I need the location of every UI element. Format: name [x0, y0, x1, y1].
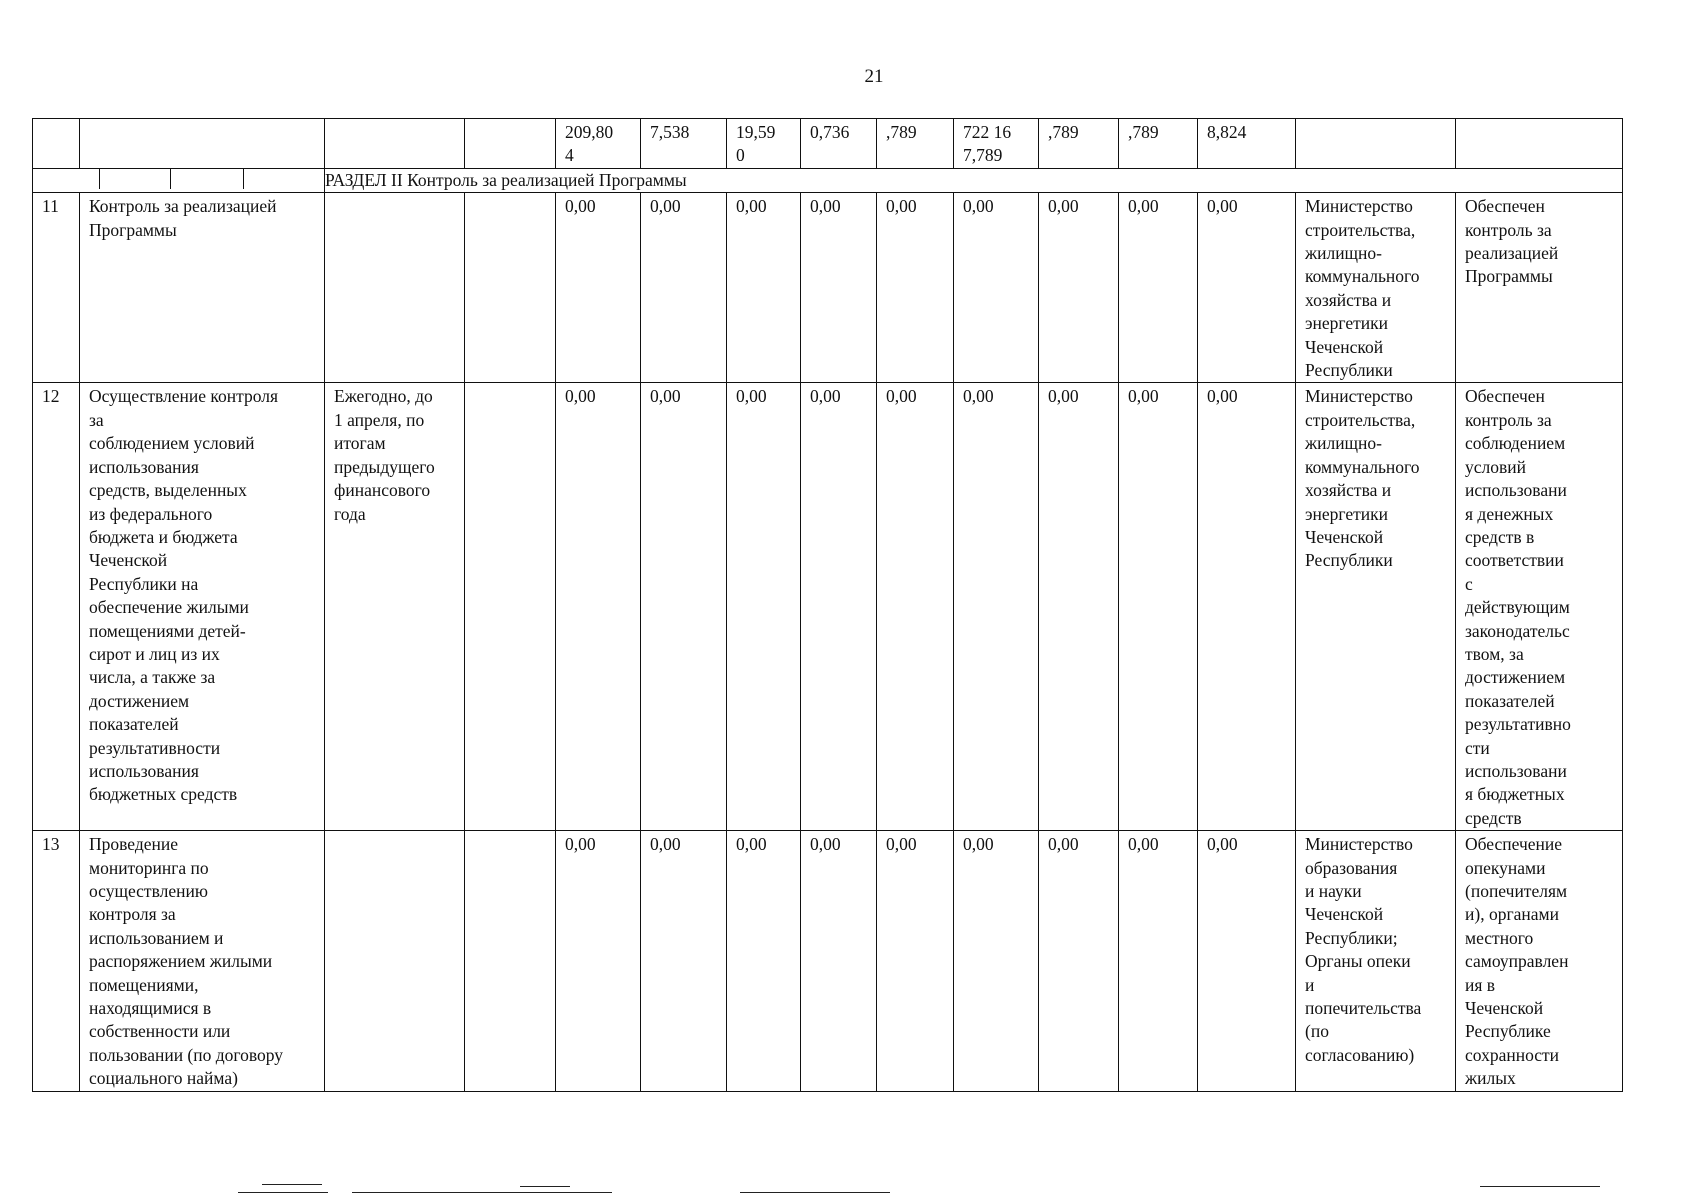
funding-value: 0,00 [877, 193, 954, 383]
total-value: 7,538 [641, 119, 727, 169]
funding-value: 0,00 [1039, 383, 1119, 831]
funding-value: 0,00 [801, 383, 877, 831]
funding-value: 0,00 [1198, 193, 1296, 383]
section-header-row [33, 168, 1623, 192]
scan-artifact-line [238, 1192, 328, 1193]
activity-name: Осуществление контроля за соблюдением условий использования средств, выделенных из федерального бюджета и бюджета Чеченской Республики на обеспечение жилыми помещениями детей- сирот и лиц из их числа, а также за достижением показателей результативности использования бюджетных средств [80, 383, 325, 831]
scan-artifact-line [1480, 1186, 1600, 1187]
scan-artifact-line [262, 1184, 322, 1185]
cell-empty [465, 193, 556, 383]
program-table [32, 118, 1623, 1092]
funding-value: 0,00 [1039, 193, 1119, 383]
executor: Министерство образования и науки Чеченской Республики; Органы опеки и попечительства (по согласованию) [1296, 831, 1456, 1091]
funding-value: 0,00 [727, 831, 801, 1091]
total-value: 209,80 4 [556, 119, 641, 169]
stub-cell-dividers [33, 169, 324, 189]
total-value: 8,824 [1198, 119, 1296, 169]
total-value: 19,59 0 [727, 119, 801, 169]
table-row [33, 383, 1623, 831]
table-row-totals [33, 119, 1623, 169]
row-number: 13 [33, 831, 80, 1091]
deadline [325, 831, 465, 1091]
funding-value: 0,00 [727, 193, 801, 383]
funding-value: 0,00 [727, 383, 801, 831]
cell-empty [465, 119, 556, 169]
section-stub [33, 168, 325, 192]
cell-empty [33, 119, 80, 169]
table-row [33, 831, 1623, 1091]
funding-value: 0,00 [1119, 831, 1198, 1091]
total-value: ,789 [1119, 119, 1198, 169]
funding-value: 0,00 [1198, 383, 1296, 831]
expected-result: Обеспечен контроль за соблюдением условий использовани я денежных средств в соответствии с действующим законодательс твом, за достижением показателей результативно сти использовани я бюджетных средств [1456, 383, 1623, 831]
funding-value: 0,00 [556, 383, 641, 831]
cell-empty [1296, 119, 1456, 169]
executor: Министерство строительства, жилищно- коммунального хозяйства и энергетики Чеченской Республики [1296, 383, 1456, 831]
funding-value: 0,00 [1198, 831, 1296, 1091]
total-value: 722 16 7,789 [954, 119, 1039, 169]
deadline [325, 193, 465, 383]
row-number: 11 [33, 193, 80, 383]
funding-value: 0,00 [641, 383, 727, 831]
funding-value: 0,00 [641, 193, 727, 383]
cell-empty [80, 119, 325, 169]
total-value: 0,736 [801, 119, 877, 169]
cell-empty [1456, 119, 1623, 169]
activity-name: Контроль за реализацией Программы [80, 193, 325, 383]
expected-result: Обеспечен контроль за реализацией Программы [1456, 193, 1623, 383]
funding-value: 0,00 [877, 383, 954, 831]
total-value: ,789 [1039, 119, 1119, 169]
funding-value: 0,00 [954, 383, 1039, 831]
scan-artifact-line [352, 1192, 612, 1193]
row-number: 12 [33, 383, 80, 831]
funding-value: 0,00 [1039, 831, 1119, 1091]
executor: Министерство строительства, жилищно- коммунального хозяйства и энергетики Чеченской Республики [1296, 193, 1456, 383]
funding-value: 0,00 [877, 831, 954, 1091]
funding-value: 0,00 [556, 193, 641, 383]
activity-name: Проведение мониторинга по осуществлению контроля за использованием и распоряжением жилыми помещениями, находящимися в собственности или пользовании (по договору социального найма) [80, 831, 325, 1091]
funding-value: 0,00 [801, 831, 877, 1091]
cell-empty [465, 831, 556, 1091]
page-number: 21 [864, 66, 884, 87]
cell-empty [465, 383, 556, 831]
funding-value: 0,00 [1119, 193, 1198, 383]
scan-artifact-line [740, 1192, 890, 1193]
expected-result: Обеспечение опекунами (попечителям и), органами местного самоуправлен ия в Чеченской Республике сохранности жилых [1456, 831, 1623, 1091]
scan-artifact-line [520, 1186, 570, 1187]
funding-value: 0,00 [954, 831, 1039, 1091]
funding-value: 0,00 [954, 193, 1039, 383]
total-value: ,789 [877, 119, 954, 169]
table-row [33, 193, 1623, 383]
funding-value: 0,00 [641, 831, 727, 1091]
funding-value: 0,00 [801, 193, 877, 383]
funding-value: 0,00 [1119, 383, 1198, 831]
section-title: РАЗДЕЛ II Контроль за реализацией Программы [325, 168, 1623, 192]
cell-empty [325, 119, 465, 169]
deadline: Ежегодно, до 1 апреля, по итогам предыдущего финансового года [325, 383, 465, 831]
funding-value: 0,00 [556, 831, 641, 1091]
